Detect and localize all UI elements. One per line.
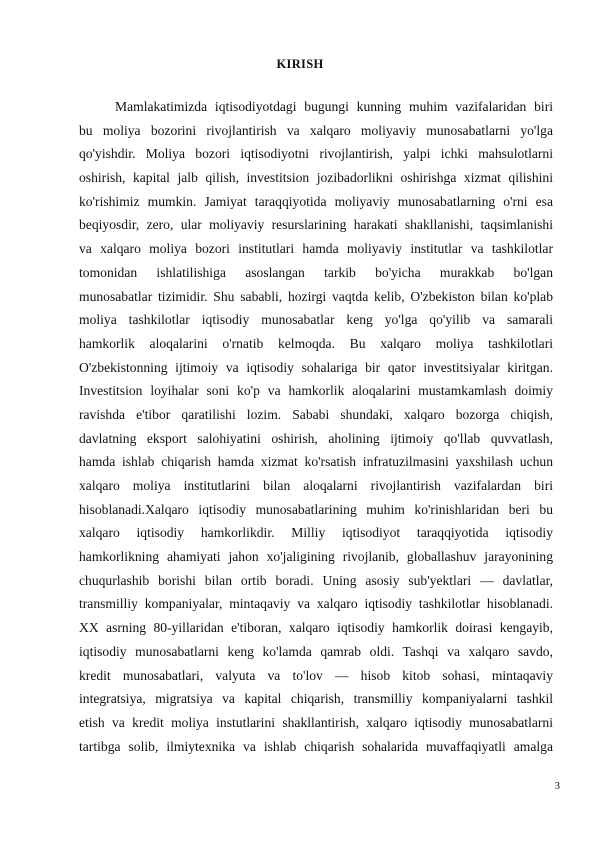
page-number: 3 xyxy=(554,781,560,792)
text-line: hamda ishlab chiqarish hamda xizmat ko'rsatish infratuzilmasini yaxshilash uchun xyxy=(79,454,553,470)
text-line: ravishda e'tibor qaratilishi lozim. Sababi shundaki, xalqaro bozorga chiqish, xyxy=(79,406,553,422)
text-line: oshirish, kapital jalb qilish, investitsion jozibadorlikni oshirishga xizmat qilishini xyxy=(79,170,553,186)
text-line: qo'yishdir. Moliya bozori iqtisodiyotni rivojlantirish, yalpi ichki mahsulotlarni xyxy=(79,146,553,162)
text-line: xalqaro iqtisodiy hamkorlikdir. Milliy iqtisodiyot taraqqiyotida iqtisodiy xyxy=(79,525,553,541)
page-title: KIRISH xyxy=(276,57,324,71)
text-line: XX asrning 80-yillaridan e'tiboran, xalqaro iqtisodiy hamkorlik doirasi kengayib, xyxy=(79,620,553,636)
text-line: va xalqaro moliya bozori institutlari hamda moliyaviy institutlar va tashkilotlar xyxy=(79,241,553,257)
text-line: integratsiya, migratsiya va kapital chiqarish, transmilliy kompaniyalarni tashkil xyxy=(79,691,553,707)
text-line: ko'rishimiz mumkin. Jamiyat taraqqiyotida moliyaviy munosabatlarning o'rni esa xyxy=(79,193,553,209)
text-line: O'zbekistonning ijtimoiy va iqtisodiy sohalariga bir qator investitsiyalar kiritgan. xyxy=(79,359,553,375)
text-line: xalqaro moliya institutlarini bilan aloqalarni rivojlantirish vazifalardan biri xyxy=(79,478,553,493)
text-line: etish va kredit moliya instutlarini shakllantirish, xalqaro iqtisodiy munosabatlarni xyxy=(79,714,553,730)
text-line: Investitsion loyihalar soni ko'p va hamkorlik aloqalarini mustamkamlash doimiy xyxy=(79,383,553,399)
text-line: tartibga solib, ilmiytexnika va ishlab chiqarish sohalarida muvaffaqiyatli amalga xyxy=(79,738,553,754)
text-line: munosabatlar tizimidir. Shu sababli, hozirgi vaqtda kelib, O'zbekiston bilan ko'plab xyxy=(79,288,553,304)
text-line: bu moliya bozorini rivojlantirish va xalqaro moliyaviy munosabatlarni yo'lga xyxy=(79,122,553,138)
text-line: hamkorlikning ahamiyati jahon xo'jaligining rivojlanib, globallashuv jarayonining xyxy=(79,549,553,565)
text-line: transmilliy kompaniyalar, mintaqaviy va xalqaro iqtisodiy tashkilotlar hisoblanadi. xyxy=(79,596,553,612)
body-paragraph xyxy=(79,95,553,758)
text-line: kredit munosabatlari, valyuta va to'lov — hisob kitob sohasi, mintaqaviy xyxy=(79,667,553,683)
text-line: chuqurlashib borishi bilan ortib boradi. Uning asosiy sub'yektlari — davlatlar, xyxy=(79,572,553,588)
text-line: tomonidan ishlatilishiga asoslangan tarkib bo'yicha murakkab bo'lgan xyxy=(79,264,553,280)
text-line: Mamlakatimizda iqtisodiyotdagi bugungi kunning muhim vazifalaridan biri xyxy=(115,99,553,114)
text-line: hamkorlik aloqalarini o'rnatib kelmoqda. Bu xalqaro moliya tashkilotlari xyxy=(79,335,553,351)
text-line: beqiyosdir, zero, ular moliyaviy resurslarining harakati shakllanishi, taqsimlanishi xyxy=(79,217,553,233)
text-line: iqtisodiy munosabatlarni keng ko'lamda qamrab oldi. Tashqi va xalqaro savdo, xyxy=(79,643,553,659)
text-line: hisoblanadi.Xalqaro iqtisodiy munosabatlarining muhim ko'rinishlaridan beri bu xyxy=(79,501,553,517)
text-line: davlatning eksport salohiyatini oshirish, aholining ijtimoiy qo'llab quvvatlash, xyxy=(79,430,553,446)
text-line: moliya tashkilotlar iqtisodiy munosabatlar keng yo'lga qo'yilib va samarali xyxy=(79,312,553,328)
